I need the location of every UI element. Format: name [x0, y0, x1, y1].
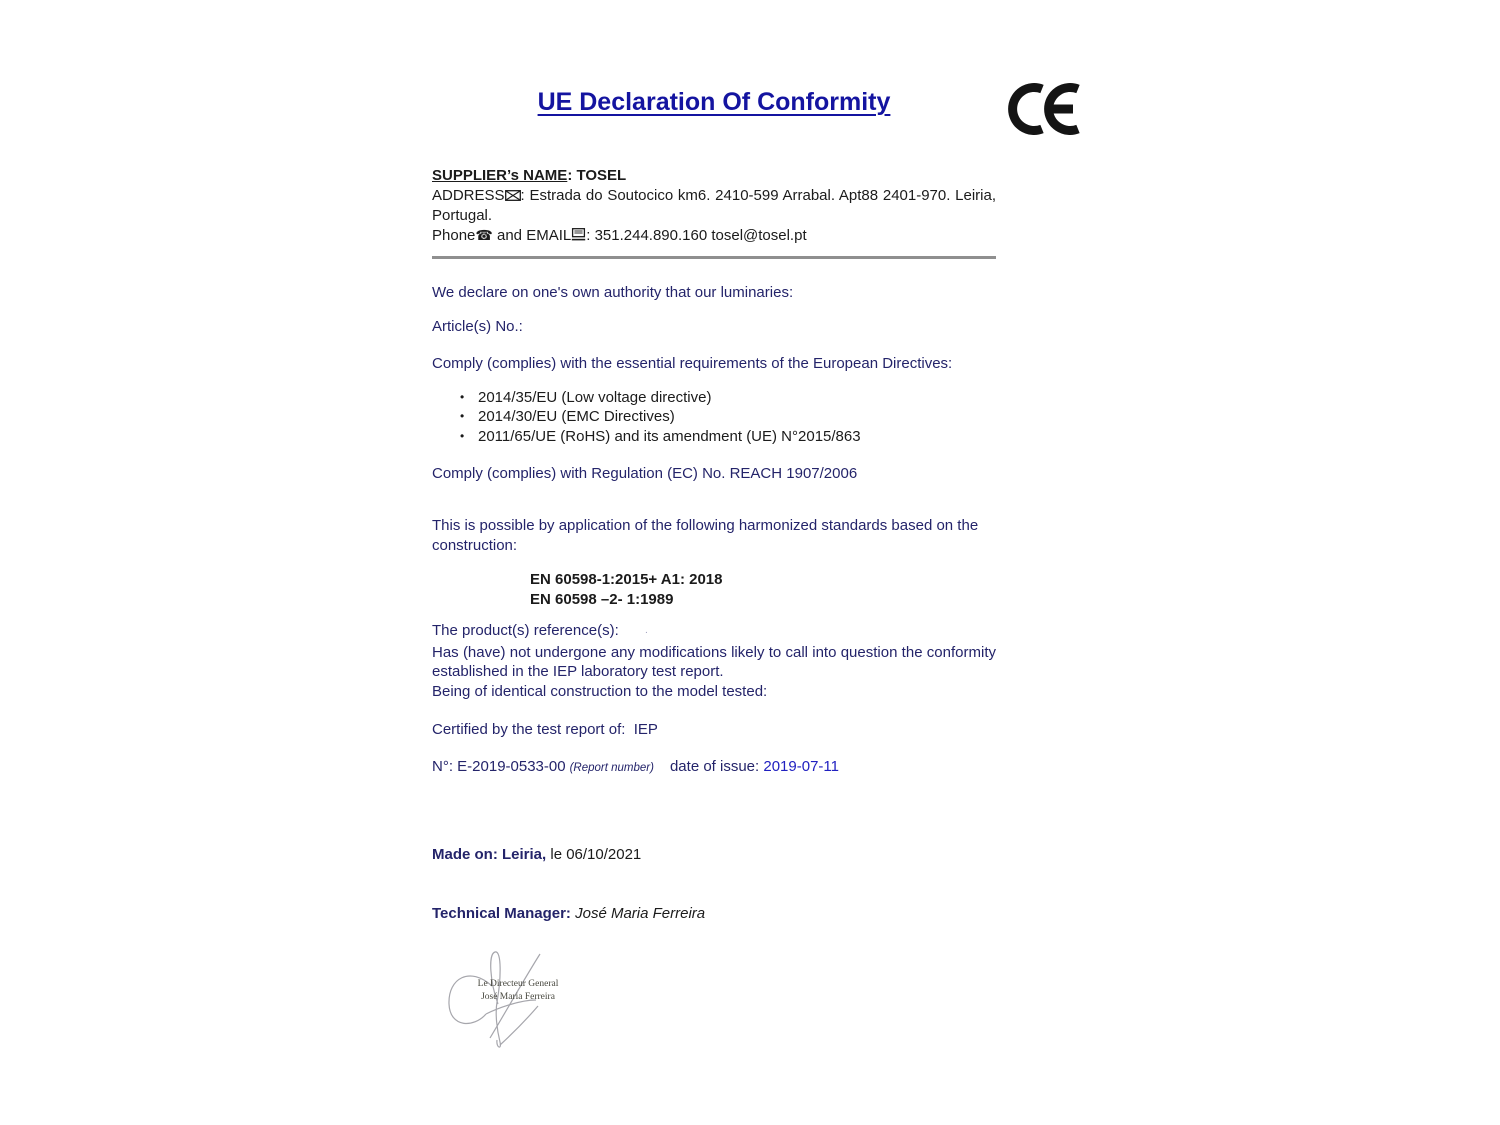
signature-scribble [440, 942, 600, 1067]
report-number-line [432, 757, 996, 779]
bullet-icon: • [460, 409, 465, 424]
stamp-line1: Le Directeur General [477, 979, 559, 989]
supplier-address-text: Estrada do Soutocico km6. 2410-599 Arrabal. Apt88 2401-970. Leiria, [529, 186, 997, 204]
supplier-block [432, 166, 996, 246]
supplier-name-label: SUPPLIER’s NAME [432, 167, 568, 184]
issue-date-label: date of issue: [669, 758, 764, 775]
directives-list [432, 388, 996, 446]
declaration-intro: We declare on one's own authority that our luminaries: [432, 284, 794, 301]
computer-icon [571, 227, 586, 247]
certified-line: Certified by the test report of: IEP [432, 721, 658, 738]
stamp-line2: José Maria Ferreira [481, 991, 555, 1002]
report-number-note: (Report number) [569, 762, 654, 774]
identical-construction-line: Being of identical construction to the model tested: [432, 682, 768, 700]
ce-mark-icon [1002, 82, 1080, 141]
supplier-contact-value: 351.244.890.160 tosel@tosel.pt [594, 226, 807, 244]
issue-date-value: 2019-07-11 [763, 758, 839, 775]
report-number: N°: E-2019-0533-00 [432, 758, 566, 775]
no-modifications-line: Has (have) not undergone any modifications likely to call into question the conformity established in the IEP laboratory test report. [432, 643, 996, 680]
supplier-address-line1: ADDRESS : Estrada do Soutocico km6. 2410-599 Arrabal. Apt88 2401-970. Leiria, [432, 186, 996, 207]
signature-stamp [468, 978, 568, 1003]
directive-item: • 2011/65/UE (RoHS) and its amendment (UE) N°2015/863 [460, 427, 861, 445]
stray-mark: · [644, 627, 649, 638]
page-title: UE Declaration Of Conformity [537, 88, 891, 116]
technical-manager-label: Technical Manager: [432, 905, 571, 922]
directive-item: • 2014/35/EU (Low voltage directive) [460, 389, 712, 406]
product-reference-line: The product(s) reference(s): · [432, 622, 649, 639]
standards-block [432, 570, 996, 609]
bullet-icon: • [460, 390, 465, 404]
supplier-address-line2: Portugal. [432, 207, 493, 224]
standard-line: EN 60598 –2- 1:1989 [530, 590, 674, 608]
supplier-contact-line: Phone☎ and EMAIL : 351.244.890.160 tosel@tosel.pt [432, 226, 996, 247]
supplier-name-value: : TOSEL [567, 167, 627, 184]
supplier-name-line [432, 166, 996, 186]
product-reference-block [432, 621, 996, 701]
bullet-icon: • [460, 428, 465, 443]
made-on-value: le 06/10/2021 [546, 846, 642, 863]
envelope-icon [505, 187, 521, 207]
section-divider [432, 256, 996, 259]
technical-manager-line [432, 904, 996, 924]
comply-reach-line: Comply (complies) with Regulation (EC) No. REACH 1907/2006 [432, 465, 858, 482]
made-on-line [432, 845, 996, 865]
technical-manager-name: José Maria Ferreira [570, 905, 706, 922]
articles-line: Article(s) No.: [432, 318, 523, 335]
standard-line: EN 60598-1:2015+ A1: 2018 [530, 571, 723, 588]
directive-item: • 2014/30/EU (EMC Directives) [460, 408, 675, 426]
comply-directives-line: Comply (complies) with the essential requirements of the European Directives: [432, 355, 953, 372]
harmonized-intro: This is possible by application of the following harmonized standards based on the construction: [432, 517, 979, 554]
phone-icon: ☎ [475, 227, 493, 244]
made-on-label: Made on: Leiria, [432, 846, 547, 863]
